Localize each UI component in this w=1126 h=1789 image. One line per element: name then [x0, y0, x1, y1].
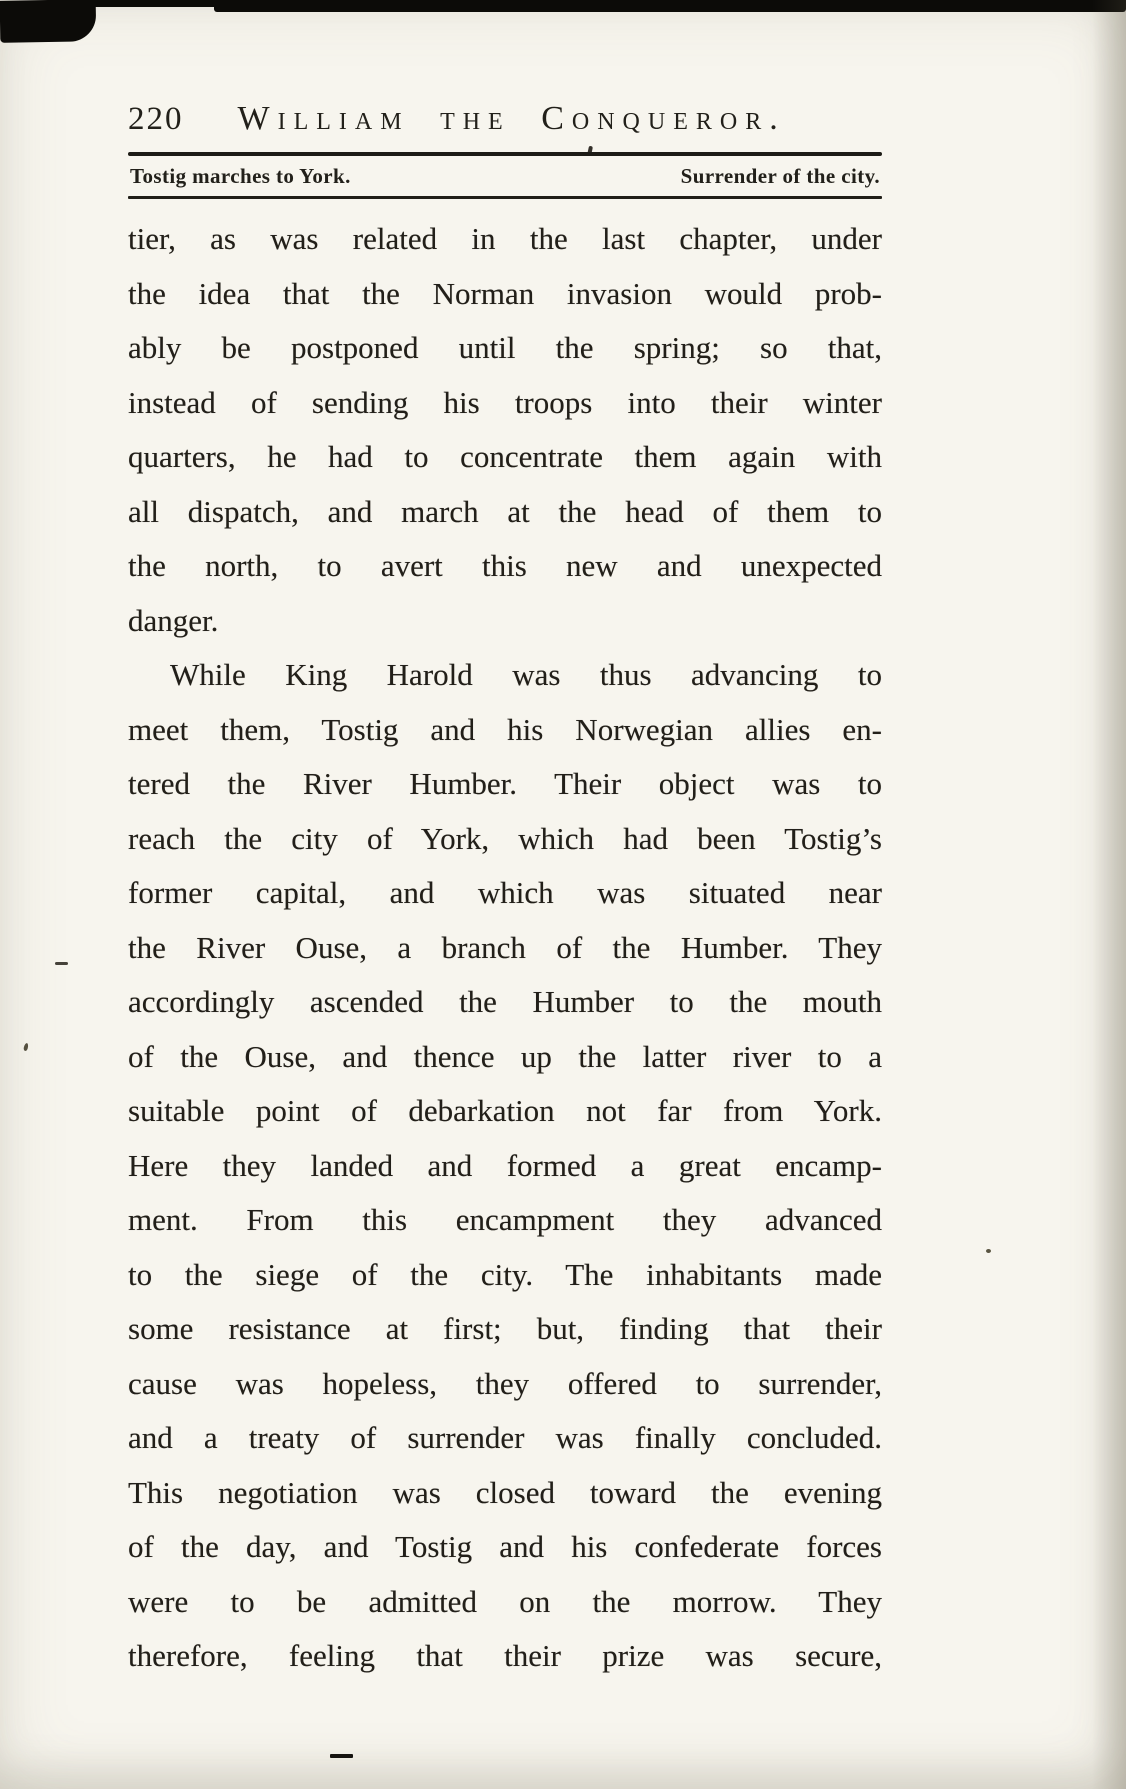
text-line: the River Ouse, a branch of the Humber. They: [128, 929, 882, 965]
paragraph: [128, 648, 882, 1684]
text-line: reach the city of York, which had been Tostig’s: [128, 820, 882, 856]
text-line: therefore, feeling that their prize was secure,: [128, 1638, 882, 1673]
bottom-signature-mark: [330, 1754, 353, 1758]
text-line: former capital, and which was situated near: [128, 875, 882, 910]
text-line: tier, as was related in the last chapter, under: [128, 221, 882, 256]
header-rule-bottom: [128, 196, 882, 199]
page-header: [128, 100, 882, 138]
text-line: accordingly ascended the Humber to the mouth: [128, 984, 882, 1019]
margin-mark-comma: [23, 1043, 29, 1052]
margin-mark-dash: [55, 962, 68, 965]
text-line: and a treaty of surrender was finally concluded.: [128, 1420, 882, 1455]
text-line: of the day, and Tostig and his confederate forces: [128, 1529, 882, 1564]
scan-artifact-corner-blob: [0, 0, 96, 43]
text-line: ably be postponed until the spring; so that,: [128, 330, 882, 365]
text-line: tered the River Humber. Their object was to: [128, 766, 882, 801]
text-column: [128, 100, 882, 1684]
page-title: William the Conqueror.: [237, 100, 786, 137]
page-edge-shadow: [1092, 0, 1126, 1789]
text-line: some resistance at first; but, finding that their: [128, 1311, 882, 1346]
text-line: the north, to avert this new and unexpected: [128, 548, 882, 583]
text-line: cause was hopeless, they offered to surrender,: [128, 1365, 882, 1401]
text-line: meet them, Tostig and his Norwegian allies en-: [128, 711, 882, 747]
text-line: quarters, he had to concentrate them again with: [128, 439, 882, 474]
text-line: all dispatch, and march at the head of them to: [128, 493, 882, 529]
running-heads: [128, 156, 882, 196]
text-line: Here they landed and formed a great encamp-: [128, 1147, 882, 1183]
body-text: [128, 212, 882, 1684]
running-head-right: Surrender of the city.: [680, 164, 880, 188]
margin-mark-dot: [986, 1249, 991, 1253]
text-line: While King Harold was thus advancing to: [170, 657, 882, 692]
text-line: This negotiation was closed toward the evening: [128, 1474, 882, 1510]
text-line: ment. From this encampment they advanced: [128, 1202, 882, 1237]
text-line: to the siege of the city. The inhabitants made: [128, 1256, 882, 1292]
text-line: suitable point of debarkation not far from York.: [128, 1093, 882, 1128]
paragraph: [128, 212, 882, 648]
text-line: instead of sending his troops into their winter: [128, 384, 882, 420]
text-line: the idea that the Norman invasion would prob-: [128, 275, 882, 311]
scan-artifact-top-strip-2: [214, 6, 1126, 12]
text-line: of the Ouse, and thence up the latter river to a: [128, 1038, 882, 1074]
page-number: 220: [128, 101, 184, 137]
text-line: were to be admitted on the morrow. They: [128, 1583, 882, 1619]
text-line: danger.: [128, 602, 219, 638]
running-head-left: Tostig marches to York.: [130, 164, 351, 188]
